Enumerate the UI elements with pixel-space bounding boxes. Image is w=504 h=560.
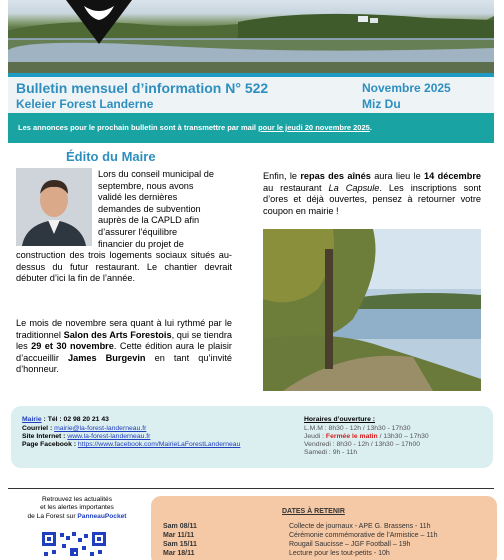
repas-aines: repas des aînés (300, 171, 371, 181)
courriel-label: Courriel : (22, 425, 53, 432)
header-banner-photo (8, 0, 494, 73)
announcement-mail: mail (240, 123, 256, 132)
dates-title: DATES À RETENIR (282, 508, 345, 515)
bulletin-title-block (8, 77, 494, 113)
hours-vendredi: Vendredi : 8h30 - 12h / 13h30 – 17h00 (304, 441, 421, 448)
date-cell: Sam 08/11 (163, 523, 197, 530)
mairie-link[interactable]: Mairie (22, 416, 42, 423)
edito-line: validé les dernières (98, 192, 178, 203)
facebook-link[interactable]: https://www.facebook.com/MairieLaForestLanderneau (77, 441, 241, 448)
para2-text: . Cette édition aura le plaisir d’accueillir (16, 341, 232, 363)
edito-col1-top (98, 169, 232, 250)
facebook-label: Page Facebook : (22, 441, 77, 448)
event-cell: Cérémonie commémorative de l’Armistice – 11h (289, 532, 438, 539)
para2-text: en tant qu’invité d’honneur. (16, 352, 232, 375)
edito-line: Lors du conseil municipal de (98, 169, 214, 179)
event-cell: Collecte de journaux - APE G. Brassens - 11h (289, 523, 431, 530)
jeudi-label: Jeudi : (304, 433, 325, 440)
announcement-end: . (369, 123, 372, 132)
mairie-phone-line (22, 416, 109, 424)
section-divider (8, 488, 494, 489)
edito-line: demandes de subvention (98, 203, 201, 214)
bulletin-subtitle: Keleier Forest Landerne (16, 97, 154, 111)
col2-text: . Les inscriptions sont d’ores et déjà ouvertes, pensez à retourner votre coupon en mairie ! (263, 182, 481, 216)
lakeside-illustration (263, 229, 481, 391)
mairie-phone: : Tél : 02 98 20 21 43 (43, 416, 109, 423)
edito-col1-rest: construction des trois logements sociaux situés au-dessus du futur restaurant. Le chantier devrait débuter d’ici la fin de l’année. (16, 250, 232, 284)
hours-title-text: Horaires d’ouverture : (304, 416, 376, 423)
date-cell: Mar 18/11 (163, 550, 195, 557)
site-line (22, 433, 150, 441)
para2-text: Le mois de novembre sera quant à lui rythmé par le traditionnel (16, 318, 232, 340)
mayor-photo (16, 168, 92, 246)
repas-date: 14 décembre (424, 171, 482, 181)
edito-line: auprès de la CAPLD afin (98, 215, 200, 226)
guest-name: James Burgevin (67, 352, 146, 363)
panneaupocket-name: PanneauPocket (77, 512, 127, 520)
courriel-line (22, 425, 146, 433)
commune-logo (66, 0, 132, 44)
event-cell: Lecture pour les tout-petits - 10h (289, 550, 390, 557)
site-link[interactable]: www.la-forest-landerneau.fr (67, 433, 151, 440)
jeudi-hours: / 13h30 – 17h30 (379, 433, 429, 440)
announcement-bar (8, 113, 494, 143)
hours-title (304, 416, 375, 424)
edito-col2 (263, 171, 481, 217)
date-cell: Mar 11/11 (163, 532, 195, 539)
hours-samedi: Samedi : 9h - 11h (304, 449, 358, 456)
salon-dates: 29 et 30 novembre (31, 341, 114, 352)
hours-lmm: L.M.M : 8h30 - 12h / 13h30 - 17h30 (304, 425, 411, 432)
water-reflection (8, 40, 494, 73)
jeudi-closed: Fermée le matin (325, 433, 378, 440)
bulletin-title: Bulletin mensuel d’information N° 522 (16, 80, 269, 96)
event-cell: Rougail Saucisse – JGF Football – 19h (289, 541, 411, 548)
edito-line: financier du projet de (98, 238, 184, 249)
para2-text: , qui se tiendra les (16, 329, 232, 352)
pp-line: et les alertes importantes (40, 504, 114, 512)
edito-line: d’assurer l’équilibre (98, 226, 178, 237)
edito-title: Édito du Maire (66, 149, 156, 164)
announcement-deadline: pour le jeudi 20 novembre 2025 (258, 123, 370, 132)
restaurant-name: La Capsule (328, 182, 380, 193)
col2-text: aura lieu le (374, 171, 421, 181)
bulletin-month: Novembre 2025 (362, 81, 451, 95)
pp-line: Retrouvez les actualités (41, 496, 112, 503)
lakeside-photo (263, 229, 481, 391)
edito-para2 (16, 318, 232, 376)
qr-code[interactable] (40, 530, 108, 560)
date-cell: Sam 15/11 (163, 541, 197, 548)
bulletin-month-breton: Miz Du (362, 97, 401, 111)
qr-code-icon (40, 530, 108, 560)
announcement-prefix: Les annonces pour le prochain bulletin sont à transmettre par (18, 123, 239, 132)
panneaupocket-text (18, 496, 136, 521)
hours-jeudi (304, 433, 429, 441)
salon-name: Salon des Arts Forestois (63, 329, 172, 340)
col2-text: au restaurant (263, 182, 322, 193)
mayor-portrait (16, 168, 92, 246)
site-label: Site Internet : (22, 433, 66, 440)
pp-line-text: de La Forest sur (27, 512, 76, 520)
edito-line: septembre, nous avons (98, 180, 194, 191)
pp-line (18, 513, 136, 521)
facebook-line (22, 441, 240, 449)
courriel-link[interactable]: mairie@la-forest-landerneau.fr (54, 425, 147, 432)
col2-text: Enfin, le (263, 171, 297, 181)
